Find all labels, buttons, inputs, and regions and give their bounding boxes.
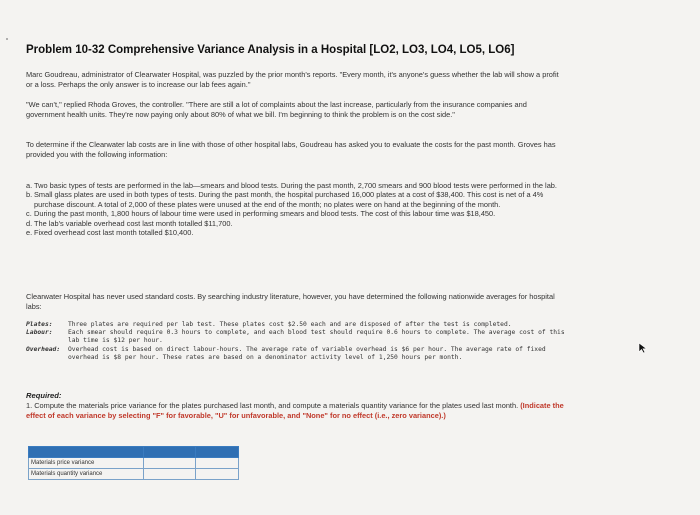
margin-dot	[6, 38, 8, 40]
answer-table-header	[29, 447, 239, 458]
table-row	[29, 458, 239, 469]
list-item: b. Small glass plates are used in both types of tests. During the past month, the hospital purchased 16,000 plates at a cost of $38,400. This cost is net of a 4% purchase discount. A total of 2,000 of these plates were unused at the end of the month; no plates were on hand at the beginning of the month.	[26, 190, 544, 209]
quantity-variance-input[interactable]	[143, 469, 195, 480]
quantity-variance-effect-select[interactable]	[196, 469, 239, 480]
required-text: 1. Compute the materials price variance for the plates purchased last month, and compute a materials quantity variance for the plates used last month. (Indicate the effect of each variance by selecting "F" for favorable, "U" for unfavorable, and "None" for no effect (i.e., zero variance).)	[26, 401, 564, 420]
list-item: d. The lab's variable overhead cost last month totalled $11,700.	[26, 218, 233, 228]
standards-intro: Clearwater Hospital has never used standard costs. By searching industry literature, however, you have determined the following nationwide averages for hospital labs:	[26, 292, 555, 311]
list-item: a. Two basic types of tests are performed in the lab—smears and blood tests. During the past month, 2,700 smears and 900 blood tests were performed in the lab.	[26, 181, 557, 190]
standard-labour: Labour: Each smear should require 0.3 hours to complete, and each blood test should require 0.6 hours to complete. The average cost of this lab time is $12 per hour.	[26, 329, 565, 345]
intro-paragraph-1: Marc Goudreau, administrator of Clearwater Hospital, was puzzled by the prior month's reports. "Every month, it's anyone's guess whether the lab will show a profit or a loss. Perhaps the only answer is to increase our lab fees again."	[26, 70, 559, 89]
table-row	[29, 469, 239, 480]
price-variance-effect-select[interactable]	[196, 458, 239, 469]
standards-block	[26, 321, 566, 362]
facts-list	[26, 181, 566, 237]
list-item: c. During the past month, 1,800 hours of labour time were used in performing smears and blood tests. The cost of this labour time was $18,450.	[26, 209, 496, 219]
standard-overhead: Overhead: Overhead cost is based on direct labour-hours. The average rate of variable overhead is $6 per hour. The average rate of fixed overhead is $8 per hour. These rates are based on a denominator activity level of 1,250 hours per month.	[26, 345, 546, 361]
problem-title: Problem 10-32 Comprehensive Variance Analysis in a Hospital [LO2, LO3, LO4, LO5, LO6]	[26, 44, 515, 56]
list-item: e. Fixed overhead cost last month totalled $10,400.	[26, 228, 194, 238]
row-label-price: Materials price variance	[29, 458, 144, 469]
required-instruction: (Indicate the effect of each variance by selecting "F" for favorable, "U" for unfavorable, and "None" for no effect (i.e., zero variance).)	[26, 401, 564, 420]
intro-paragraph-3: To determine if the Clearwater lab costs are in line with those of other hospital labs, Goudreau has asked you to evaluate the costs for the past month. Groves has provided you with the following information:	[26, 140, 556, 159]
standard-plates: Plates: Three plates are required per lab test. These plates cost $2.50 each and are disposed of after the test is completed.	[26, 321, 512, 328]
mouse-pointer-icon	[638, 342, 648, 354]
intro-paragraph-2: "We can't," replied Rhoda Groves, the controller. "There are still a lot of complaints about the last increase, particularly from the insurance companies and government health units. They're now paying only about 80% of what we bill. I'm beginning to think the problem is on the cost side."	[26, 100, 527, 119]
price-variance-input[interactable]	[143, 458, 195, 469]
required-heading: Required:	[26, 391, 62, 400]
row-label-quantity: Materials quantity variance	[29, 469, 144, 480]
answer-table	[28, 446, 239, 480]
